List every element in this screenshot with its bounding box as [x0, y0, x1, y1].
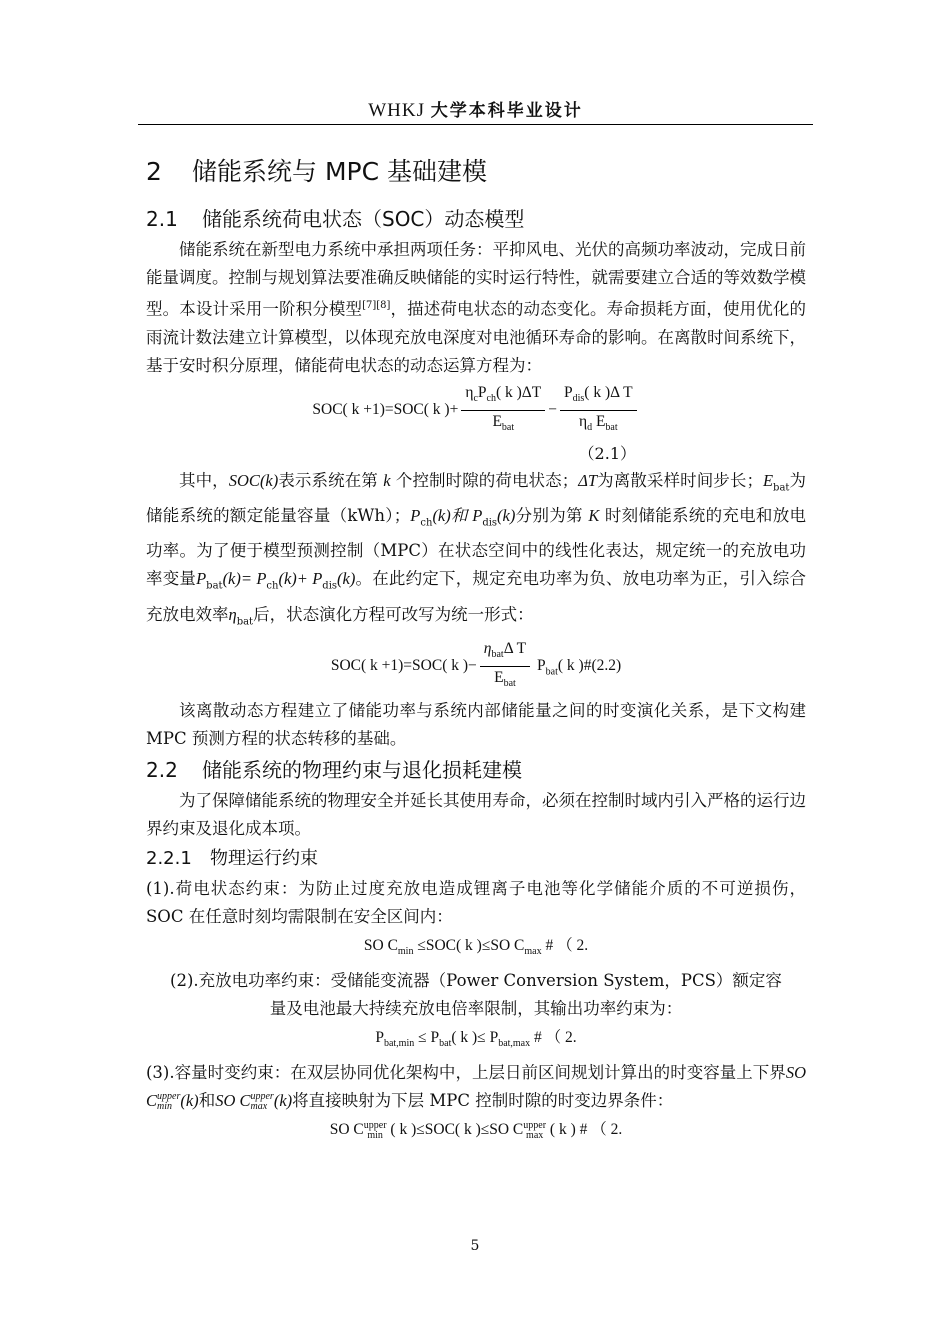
page-header [138, 96, 813, 122]
constraint-power-line1: (2).充放电功率约束：受储能变流器（Power Conversion System，PCS）额定容 [170, 971, 782, 991]
section-number: 2.1 [146, 207, 178, 231]
section-number: 2.2 [146, 758, 178, 783]
equation-2-2: SOC( k +1)=SOC( k )− $\frac{\eta_{bat}\Delta T}{E_{bat}}$ $P_{bat}$( k )#(2.2) [330, 639, 622, 690]
page-number: 5 [470, 1238, 480, 1254]
subsection-heading-2-2-1 [146, 843, 806, 875]
equation-capacity-bounds: SO C upper min ( k )≤SOC( k )≤SO C upper max ( k ) # （ 2. [329, 1119, 623, 1141]
subsection-title: 物理运行约束 [210, 848, 318, 870]
paragraph-state-transition: 该离散动态方程建立了储能功率与系统内部储能量之间的时变演化关系，是下文构建 MPC 预测方程的状态转移的基础。 [146, 701, 806, 749]
section-heading-2-1 [146, 202, 806, 236]
constraint-power-line2: 量及电池最大持续充放电倍率限制，其输出功率约束为： [269, 999, 683, 1019]
header-title: 大学本科毕业设计 [430, 101, 583, 121]
header-latin: WHKJ [368, 100, 426, 121]
chapter-title: 储能系统与 MPC 基础建模 [192, 157, 487, 186]
equation-soc-bounds: SO $C_{min} \le SOC$( k )≤SO $C_{max}$ # （ 2. [363, 937, 589, 958]
constraint-capacity: (3).容量时变约束：在双层协同优化架构中，上层日前区间规划计算出的时变容量上下界SO C upper min (k)和SO C upper max (k)将直接映射为下层 MPC 控制时隙的时变边界条件： [146, 1063, 806, 1112]
chapter-heading [146, 152, 806, 192]
section-title: 储能系统荷电状态（SOC）动态模型 [202, 207, 525, 231]
equation-2-1: SOC( k +1)=SOC( k )+ $\frac{\eta_cP_{ch}( k )\Delta T}{E_{bat}}$ − $\frac{P_{dis}( k )\Delta T}{\eta_d E_{bat}}$ [146, 382, 806, 439]
section-heading-2-2 [146, 753, 806, 787]
paragraph-constraints-intro: 为了保障储能系统的物理安全并延长其使用寿命，必须在控制时域内引入严格的运行边界约束及退化成本项。 [146, 791, 806, 839]
constraint-soc: (1).荷电状态约束：为防止过度充放电造成锂离子电池等化学储能介质的不可逆损伤，SOC 在任意时刻均需限制在安全区间内： [146, 879, 806, 927]
equation-power-bounds: $P_{bat,min} \le P_{bat}$( k )≤ $P_{bat,max}$ # （ 2. [375, 1029, 577, 1050]
header-rule [138, 124, 813, 125]
page-body [146, 152, 806, 1145]
equation-number-2-1: （2.1） [578, 443, 636, 463]
section-title: 储能系统的物理约束与退化损耗建模 [202, 758, 522, 783]
citation[interactable]: [7][8] [362, 300, 391, 311]
paragraph-variable-definitions: 其中，SOC(k)表示系统在第 k 个控制时隙的荷电状态；ΔT为离散采样时间步长；$E_{bat}$为储能系统的额定能量容量（kWh）；$P_{ch}(k)$和 $P_{dis}(k)$分别为第 K 时刻储能系统的充电和放电功率。为了便于模型预测控制（MPC）在状态空间中的线性化表达，规定统一的充放电功率变量$P_{bat}(k)= P_{ch}(k)+ P_{dis}(k)$。在此约定下，规定充电功率为负、放电功率为正，引入综合充放电效率$\eta_{bat}$后，状态演化方程可改写为统一形式： [146, 470, 807, 627]
chapter-number: 2 [146, 157, 162, 186]
paragraph-soc-intro: 储能系统在新型电力系统中承担两项任务：平抑风电、光伏的高频功率波动，完成日前能量调度。控制与规划算法要准确反映储能的实时运行特性，就需要建立合适的等效数学模型。本设计采用一阶积分模型[7][8]，描述荷电状态的动态变化。寿命损耗方面，使用优化的雨流计数法建立计算模型，以体现充放电深度对电池循环寿命的影响。在离散时间系统下，基于安时积分原理，储能荷电状态的动态运算方程为： [146, 240, 807, 375]
subsection-number: 2.2.1 [146, 848, 192, 870]
